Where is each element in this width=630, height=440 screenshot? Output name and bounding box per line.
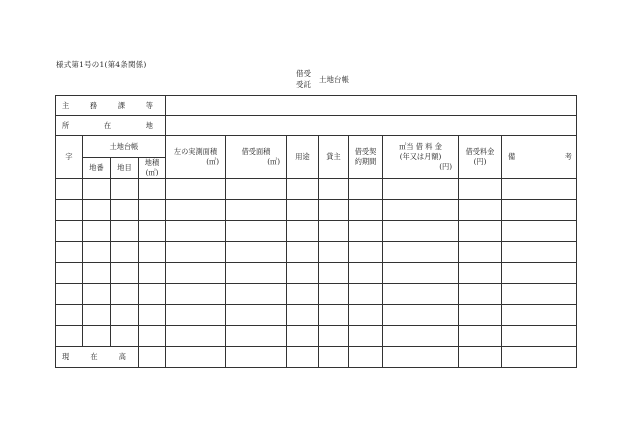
cell[interactable] [459, 326, 502, 347]
cell[interactable] [459, 221, 502, 242]
chiseki-unit: (㎡) [145, 168, 159, 177]
jissoku-label: 左の実測面積 [173, 147, 218, 156]
cell[interactable] [287, 221, 319, 242]
cell[interactable] [319, 221, 349, 242]
header-shakuju-menseki [226, 136, 287, 179]
cell[interactable] [319, 263, 349, 284]
cell[interactable] [226, 326, 287, 347]
cell[interactable] [349, 347, 383, 368]
genzai-char-3: 高 [118, 352, 126, 361]
cell[interactable] [349, 200, 383, 221]
cell[interactable] [459, 305, 502, 326]
cell[interactable] [83, 305, 111, 326]
cell[interactable] [56, 242, 83, 263]
cell[interactable] [111, 284, 139, 305]
table-row [56, 200, 577, 221]
cell[interactable] [502, 263, 577, 284]
shumu-char-3: 課 [117, 100, 126, 110]
cell[interactable] [459, 263, 502, 284]
cell[interactable] [383, 179, 459, 200]
table-row [56, 242, 577, 263]
cell[interactable] [459, 284, 502, 305]
header-yoto: 用途 [287, 136, 319, 179]
header-chiseki [139, 158, 166, 179]
cell[interactable] [459, 242, 502, 263]
cell[interactable] [459, 200, 502, 221]
cell[interactable] [349, 263, 383, 284]
cell[interactable] [349, 221, 383, 242]
table-row [56, 263, 577, 284]
cell[interactable] [166, 242, 226, 263]
cell[interactable] [319, 305, 349, 326]
cell[interactable] [83, 263, 111, 284]
cell[interactable] [56, 326, 83, 347]
label-shumu [56, 96, 166, 116]
cell[interactable] [502, 179, 577, 200]
cell[interactable] [166, 221, 226, 242]
table-row [56, 326, 577, 347]
table-row [56, 305, 577, 326]
cell[interactable] [83, 221, 111, 242]
cell[interactable] [287, 200, 319, 221]
cell[interactable] [83, 200, 111, 221]
header-row-1 [56, 136, 577, 158]
cell[interactable] [319, 200, 349, 221]
title-stack [296, 68, 311, 90]
cell[interactable] [166, 263, 226, 284]
tanka-line-3: (円) [439, 162, 452, 171]
cell[interactable] [502, 305, 577, 326]
cell[interactable] [383, 263, 459, 284]
genzai-char-1: 現 [62, 352, 70, 361]
shumu-char-4: 等 [145, 100, 153, 110]
cell[interactable] [349, 284, 383, 305]
row-genzai [56, 347, 577, 368]
cell[interactable] [139, 326, 166, 347]
cell[interactable] [502, 284, 577, 305]
cell[interactable] [226, 284, 287, 305]
cell[interactable] [111, 263, 139, 284]
table-row [56, 284, 577, 305]
cell[interactable] [111, 179, 139, 200]
cell[interactable] [319, 284, 349, 305]
cell[interactable] [83, 284, 111, 305]
ryokin-line-2: (円) [473, 157, 487, 166]
cell[interactable] [226, 347, 287, 368]
cell[interactable] [502, 221, 577, 242]
cell[interactable] [383, 242, 459, 263]
cell[interactable] [319, 347, 349, 368]
cell[interactable] [56, 305, 83, 326]
genzai-char-2: 在 [90, 352, 98, 361]
cell[interactable] [502, 242, 577, 263]
cell[interactable] [166, 347, 226, 368]
biko-char-2: 考 [564, 152, 572, 161]
cell[interactable] [166, 326, 226, 347]
shakuju-unit: (㎡) [267, 157, 280, 166]
cell[interactable] [349, 179, 383, 200]
cell[interactable] [139, 263, 166, 284]
cell[interactable] [111, 305, 139, 326]
shumu-char-2: 務 [89, 100, 98, 110]
cell[interactable] [502, 200, 577, 221]
header-biko [502, 136, 577, 179]
biko-char-1: 備 [508, 152, 516, 161]
cell[interactable] [226, 263, 287, 284]
table-row [56, 179, 577, 200]
cell[interactable] [139, 347, 166, 368]
form-title [296, 68, 349, 90]
form-caption: 様式第1号の1(第4条関係) [56, 60, 147, 69]
value-shozai[interactable] [166, 116, 577, 136]
cell[interactable] [383, 200, 459, 221]
cell[interactable] [226, 179, 287, 200]
header-tochi-daicho: 土地台帳 [83, 136, 166, 158]
header-ryokin [459, 136, 502, 179]
ryokin-line-1: 借受料金 [465, 147, 495, 156]
ledger-table [55, 95, 577, 368]
cell[interactable] [139, 200, 166, 221]
cell[interactable] [226, 242, 287, 263]
cell[interactable] [383, 284, 459, 305]
cell[interactable] [56, 221, 83, 242]
cell[interactable] [139, 284, 166, 305]
tanka-line-1: ㎡当 借 料 金 [399, 142, 442, 151]
shakuju-label: 借受面積 [241, 147, 271, 156]
shumu-char-1: 主 [62, 100, 70, 110]
cell[interactable] [56, 263, 83, 284]
cell[interactable] [166, 305, 226, 326]
cell[interactable] [166, 284, 226, 305]
cell[interactable] [83, 179, 111, 200]
table-row [56, 221, 577, 242]
chiseki-label: 地積 [144, 158, 160, 167]
cell[interactable] [287, 263, 319, 284]
header-tanka [383, 136, 459, 179]
title-main: 土地台帳 [319, 74, 349, 84]
keiyaku-line-1: 借受契 [354, 147, 377, 156]
cell[interactable] [56, 200, 83, 221]
row-shozai [56, 116, 577, 136]
cell[interactable] [319, 326, 349, 347]
title-stack-bottom: 受託 [296, 80, 311, 89]
cell[interactable] [287, 179, 319, 200]
cell[interactable] [139, 305, 166, 326]
title-stack-top: 借受 [296, 69, 311, 78]
row-shumu [56, 96, 577, 116]
cell[interactable] [166, 179, 226, 200]
cell[interactable] [83, 326, 111, 347]
cell[interactable] [502, 326, 577, 347]
header-kashinushi: 貸主 [319, 136, 349, 179]
cell[interactable] [383, 305, 459, 326]
label-shozai [56, 116, 166, 136]
keiyaku-line-2: 約期間 [354, 157, 377, 166]
cell[interactable] [319, 179, 349, 200]
cell[interactable] [56, 179, 83, 200]
shozai-char-3: 地 [145, 120, 153, 130]
label-genzai [56, 347, 139, 368]
header-aza: 字 [56, 136, 83, 179]
cell[interactable] [349, 305, 383, 326]
cell[interactable] [287, 347, 319, 368]
header-jissoku [166, 136, 226, 179]
cell[interactable] [226, 305, 287, 326]
cell[interactable] [139, 179, 166, 200]
cell[interactable] [349, 242, 383, 263]
header-chiban: 地番 [83, 158, 111, 179]
cell[interactable] [226, 200, 287, 221]
header-keiyaku [349, 136, 383, 179]
cell[interactable] [287, 305, 319, 326]
cell[interactable] [287, 242, 319, 263]
cell[interactable] [56, 284, 83, 305]
cell[interactable] [226, 221, 287, 242]
cell[interactable] [139, 221, 166, 242]
cell[interactable] [459, 347, 502, 368]
cell[interactable] [349, 326, 383, 347]
shozai-char-2: 在 [103, 120, 112, 130]
cell[interactable] [459, 179, 502, 200]
cell[interactable] [383, 221, 459, 242]
shozai-char-1: 所 [62, 120, 70, 130]
tanka-line-2: (年又は月額) [399, 152, 442, 161]
cell[interactable] [111, 200, 139, 221]
cell[interactable] [383, 326, 459, 347]
cell[interactable] [83, 242, 111, 263]
value-shumu[interactable] [166, 96, 577, 116]
cell[interactable] [502, 347, 577, 368]
cell[interactable] [383, 347, 459, 368]
cell[interactable] [111, 242, 139, 263]
cell[interactable] [111, 221, 139, 242]
cell[interactable] [111, 326, 139, 347]
cell[interactable] [139, 242, 166, 263]
header-chimoku: 地目 [111, 158, 139, 179]
cell[interactable] [287, 326, 319, 347]
jissoku-unit: (㎡) [206, 157, 219, 166]
cell[interactable] [319, 242, 349, 263]
cell[interactable] [287, 284, 319, 305]
cell[interactable] [166, 200, 226, 221]
